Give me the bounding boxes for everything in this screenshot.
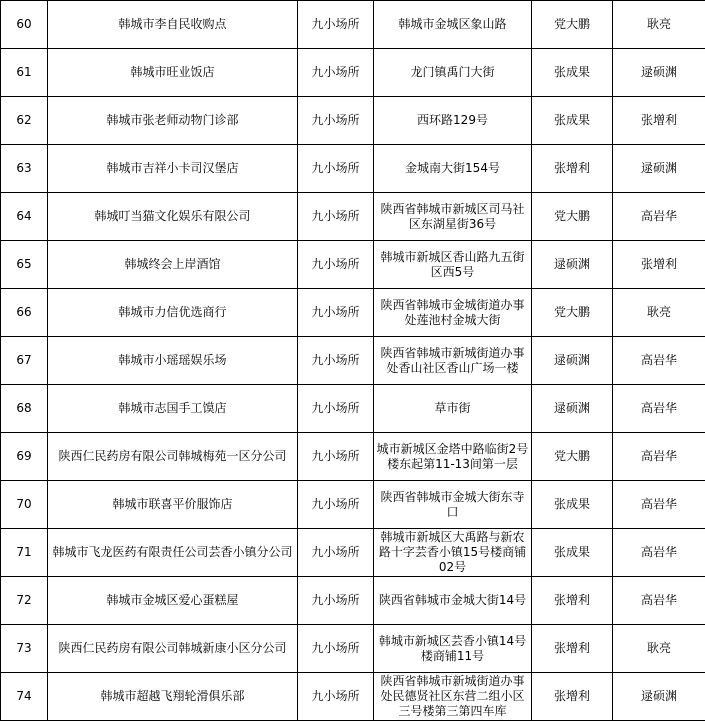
cell-person-1: 张增利 (532, 145, 613, 193)
cell-category: 九小场所 (298, 337, 374, 385)
cell-address: 陕西省韩城市金城街道办事处莲池村金城大街 (374, 289, 532, 337)
cell-business-name: 陕西仁民药房有限公司韩城梅苑一区分公司 (48, 433, 298, 481)
table-row (1, 625, 705, 673)
cell-address: 陕西省韩城市新城区司马社区东湖星街36号 (374, 193, 532, 241)
cell-person-1: 党大鹏 (532, 433, 613, 481)
cell-category: 九小场所 (298, 97, 374, 145)
cell-category: 九小场所 (298, 625, 374, 673)
cell-number: 69 (1, 433, 48, 481)
cell-number: 74 (1, 673, 48, 721)
cell-person-2: 逯硕渊 (613, 673, 705, 721)
cell-person-2: 张增利 (613, 97, 705, 145)
table-body (1, 1, 705, 721)
cell-number: 64 (1, 193, 48, 241)
cell-business-name: 韩城终会上岸酒馆 (48, 241, 298, 289)
cell-business-name: 韩城市小瑶瑶娱乐场 (48, 337, 298, 385)
cell-address: 草市街 (374, 385, 532, 433)
cell-number: 71 (1, 529, 48, 577)
cell-number: 68 (1, 385, 48, 433)
cell-business-name: 韩城市李自民收购点 (48, 1, 298, 49)
cell-address: 金城南大街154号 (374, 145, 532, 193)
cell-person-2: 高岩华 (613, 385, 705, 433)
cell-address: 陕西省韩城市新城街道办事处香山社区香山广场一楼 (374, 337, 532, 385)
cell-address: 龙门镇禹门大街 (374, 49, 532, 97)
cell-address: 城市新城区金塔中路临街2号楼东起第11-13间第一层 (374, 433, 532, 481)
cell-business-name: 韩城市联喜平价服饰店 (48, 481, 298, 529)
cell-person-2: 张增利 (613, 241, 705, 289)
table-row (1, 577, 705, 625)
cell-person-2: 逯硕渊 (613, 49, 705, 97)
cell-person-2: 高岩华 (613, 577, 705, 625)
cell-address: 韩城市新城区大禹路与新农路十字芸香小镇15号楼商铺02号 (374, 529, 532, 577)
table-row (1, 433, 705, 481)
cell-business-name: 韩城市飞龙医药有限责任公司芸香小镇分公司 (48, 529, 298, 577)
cell-person-1: 张增利 (532, 577, 613, 625)
cell-person-1: 党大鹏 (532, 1, 613, 49)
cell-number: 63 (1, 145, 48, 193)
cell-category: 九小场所 (298, 673, 374, 721)
cell-person-2: 高岩华 (613, 193, 705, 241)
table-row (1, 1, 705, 49)
cell-person-2: 高岩华 (613, 529, 705, 577)
table-row (1, 289, 705, 337)
cell-number: 62 (1, 97, 48, 145)
cell-person-1: 张成果 (532, 481, 613, 529)
cell-person-1: 张增利 (532, 673, 613, 721)
cell-person-2: 高岩华 (613, 433, 705, 481)
cell-number: 72 (1, 577, 48, 625)
table-row (1, 481, 705, 529)
cell-person-2: 逯硕渊 (613, 145, 705, 193)
cell-person-2: 耿亮 (613, 289, 705, 337)
table-row (1, 385, 705, 433)
cell-address: 陕西省韩城市金城大街14号 (374, 577, 532, 625)
cell-number: 67 (1, 337, 48, 385)
cell-category: 九小场所 (298, 241, 374, 289)
cell-number: 70 (1, 481, 48, 529)
cell-business-name: 韩城市超越飞翔轮滑俱乐部 (48, 673, 298, 721)
table-row (1, 241, 705, 289)
cell-person-1: 逯硕渊 (532, 385, 613, 433)
cell-address: 西环路129号 (374, 97, 532, 145)
cell-business-name: 韩城市志国手工馍店 (48, 385, 298, 433)
cell-person-1: 逯硕渊 (532, 241, 613, 289)
cell-business-name: 韩城市吉祥小卡司汉堡店 (48, 145, 298, 193)
cell-number: 61 (1, 49, 48, 97)
cell-address: 韩城市新城区芸香小镇14号楼商铺11号 (374, 625, 532, 673)
cell-address: 韩城市金城区象山路 (374, 1, 532, 49)
cell-person-1: 张增利 (532, 625, 613, 673)
cell-category: 九小场所 (298, 481, 374, 529)
cell-number: 60 (1, 1, 48, 49)
table-row (1, 673, 705, 721)
cell-category: 九小场所 (298, 1, 374, 49)
cell-person-2: 耿亮 (613, 625, 705, 673)
table-row (1, 49, 705, 97)
cell-person-1: 张成果 (532, 529, 613, 577)
cell-category: 九小场所 (298, 193, 374, 241)
cell-address: 韩城市新城区香山路九五街区西5号 (374, 241, 532, 289)
cell-person-2: 高岩华 (613, 337, 705, 385)
table-row (1, 145, 705, 193)
table-row (1, 193, 705, 241)
cell-person-1: 逯硕渊 (532, 337, 613, 385)
cell-business-name: 韩城叮当猫文化娱乐有限公司 (48, 193, 298, 241)
table-row (1, 337, 705, 385)
cell-person-2: 高岩华 (613, 481, 705, 529)
cell-category: 九小场所 (298, 577, 374, 625)
cell-person-2: 耿亮 (613, 1, 705, 49)
cell-address: 陕西省韩城市金城大街东寺口 (374, 481, 532, 529)
cell-business-name: 韩城市张老师动物门诊部 (48, 97, 298, 145)
cell-number: 66 (1, 289, 48, 337)
cell-category: 九小场所 (298, 433, 374, 481)
cell-category: 九小场所 (298, 49, 374, 97)
cell-person-1: 党大鹏 (532, 289, 613, 337)
cell-business-name: 韩城市金城区爱心蛋糕屋 (48, 577, 298, 625)
cell-number: 73 (1, 625, 48, 673)
cell-business-name: 韩城市旺业饭店 (48, 49, 298, 97)
cell-category: 九小场所 (298, 289, 374, 337)
cell-address: 陕西省韩城市新城街道办事处民德贤社区东营二组小区三号楼第三第四车库 (374, 673, 532, 721)
cell-business-name: 陕西仁民药房有限公司韩城新康小区分公司 (48, 625, 298, 673)
cell-person-1: 张成果 (532, 49, 613, 97)
cell-category: 九小场所 (298, 145, 374, 193)
cell-category: 九小场所 (298, 385, 374, 433)
cell-person-1: 张成果 (532, 97, 613, 145)
cell-business-name: 韩城市力信优选商行 (48, 289, 298, 337)
table-row (1, 97, 705, 145)
cell-person-1: 党大鹏 (532, 193, 613, 241)
cell-category: 九小场所 (298, 529, 374, 577)
cell-number: 65 (1, 241, 48, 289)
table-row (1, 529, 705, 577)
